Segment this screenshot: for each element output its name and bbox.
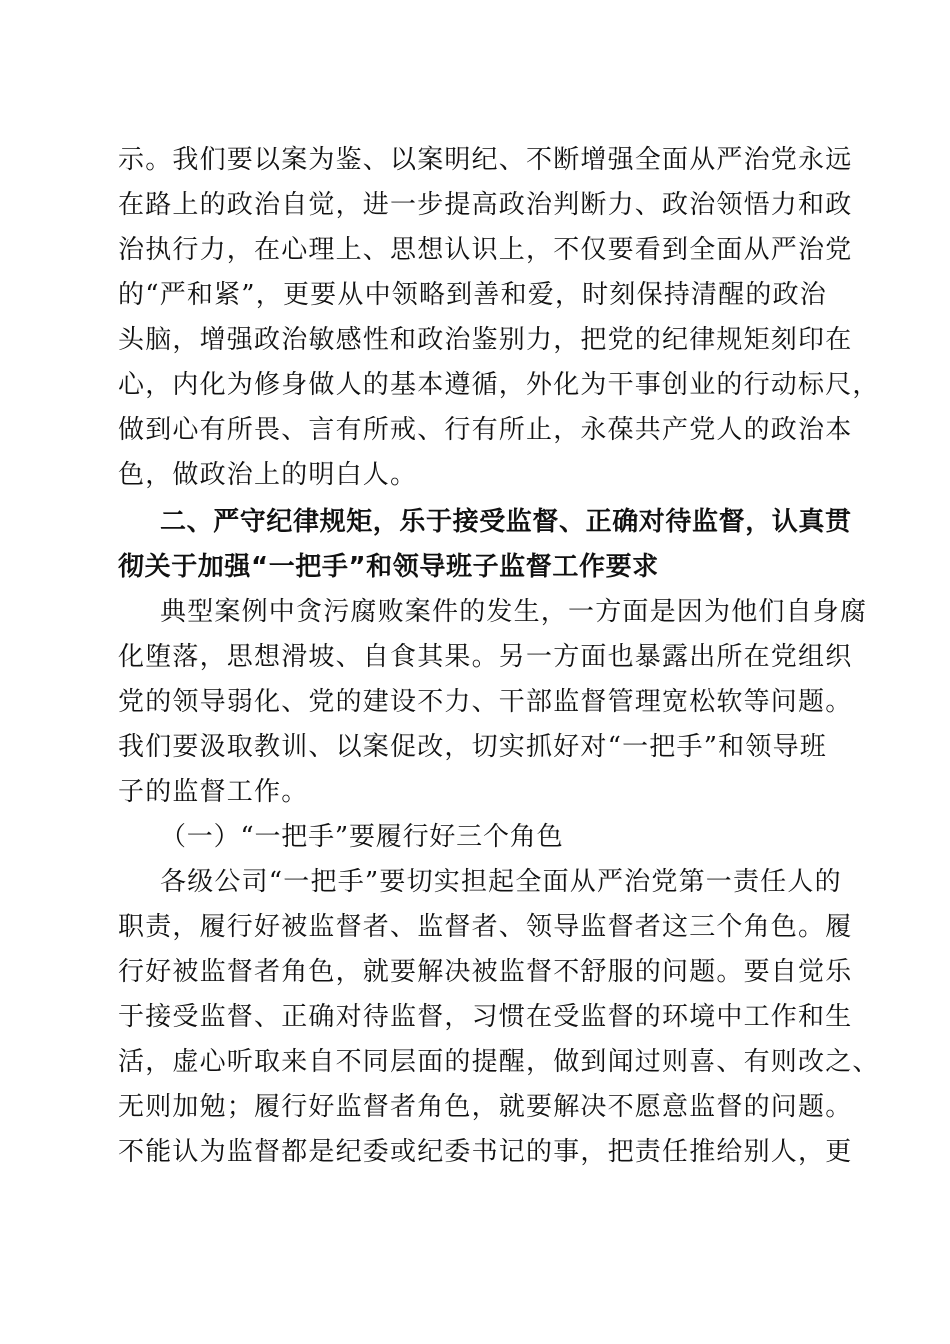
text-line: 头脑，增强政治敏感性和政治鉴别力，把党的纪律规矩刻印在 bbox=[118, 325, 853, 355]
text-line: 色，做政治上的明白人。 bbox=[118, 460, 418, 490]
text-line: 无则加勉；履行好监督者角色，就要解决不愿意监督的问题。 bbox=[118, 1092, 853, 1122]
text-line: 心，内化为修身做人的基本遵循，外化为干事创业的行动标尺， bbox=[118, 370, 880, 400]
text-line: 职责，履行好被监督者、监督者、领导监督者这三个角色。履 bbox=[118, 912, 853, 942]
text-line: 典型案例中贪污腐败案件的发生，一方面是因为他们自身腐 bbox=[160, 597, 868, 627]
section-heading: 彻关于加强“一把手”和领导班子监督工作要求 bbox=[118, 552, 659, 582]
text-line: 做到心有所畏、言有所戒、行有所止，永葆共产党人的政治本 bbox=[118, 415, 853, 445]
text-line: 不能认为监督都是纪委或纪委书记的事，把责任推给别人，更 bbox=[118, 1137, 853, 1167]
text-line: 各级公司“一把手”要切实担起全面从严治党第一责任人的 bbox=[160, 867, 842, 897]
text-line: 的“严和紧”，更要从中领略到善和爱，时刻保持清醒的政治 bbox=[118, 280, 827, 310]
text-line: 行好被监督者角色，就要解决被监督不舒服的问题。要自觉乐 bbox=[118, 957, 853, 987]
text-line: 我们要汲取教训、以案促改，切实抓好对“一把手”和领导班 bbox=[118, 732, 827, 762]
text-line: 示。我们要以案为鉴、以案明纪、不断增强全面从严治党永远 bbox=[118, 145, 853, 175]
text-line: 化堕落，思想滑坡、自食其果。另一方面也暴露出所在党组织 bbox=[118, 642, 853, 672]
text-line: 活，虚心听取来自不同层面的提醒，做到闻过则喜、有则改之、 bbox=[118, 1047, 880, 1077]
section-heading: 二、严守纪律规矩，乐于接受监督、正确对待监督，认真贯 bbox=[160, 507, 852, 537]
text-line: 于接受监督、正确对待监督，习惯在受监督的环境中工作和生 bbox=[118, 1002, 853, 1032]
text-line: 子的监督工作。 bbox=[118, 777, 309, 807]
text-line: 治执行力，在心理上、思想认识上，不仅要看到全面从严治党 bbox=[118, 235, 853, 265]
text-line: 在路上的政治自觉，进一步提高政治判断力、政治领悟力和政 bbox=[118, 190, 853, 220]
subsection-heading: （一）“一把手”要履行好三个角色 bbox=[160, 822, 564, 852]
text-line: 党的领导弱化、党的建设不力、干部监督管理宽松软等问题。 bbox=[118, 687, 853, 717]
